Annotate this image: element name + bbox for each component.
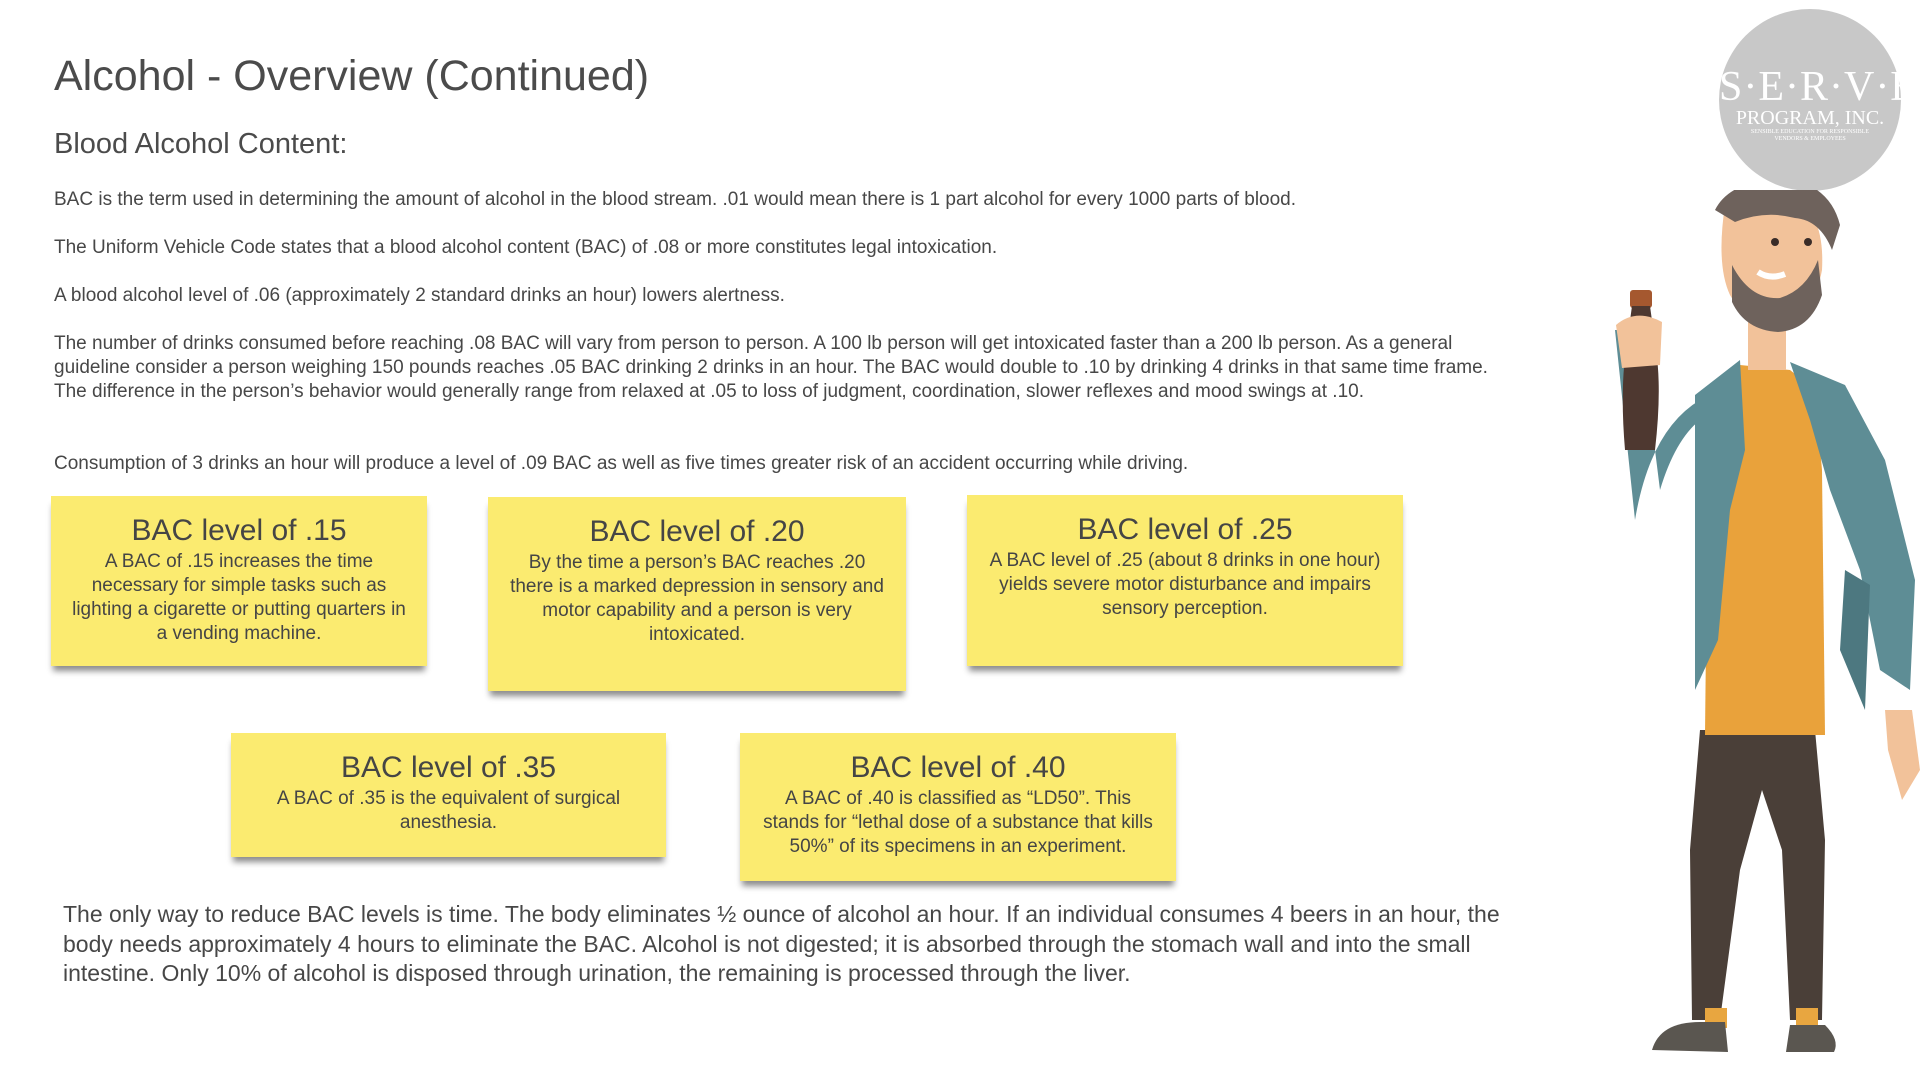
- sticky-note-bac-40: [740, 733, 1176, 881]
- paragraph-accident-risk: Consumption of 3 drinks an hour will produce a level of .09 BAC as well as five times greater risk of an accident occurring while driving.: [54, 453, 1189, 474]
- paragraph-alertness: A blood alcohol level of .06 (approximately 2 standard drinks an hour) lowers alertness.: [54, 285, 785, 306]
- sticky-note-bac-15: [51, 496, 427, 666]
- note-text: A BAC of .40 is classified as “LD50”. This stands for “lethal dose of a substance that kills 50%” of its specimens in an experiment.: [763, 788, 1153, 857]
- paragraph-legal-intoxication: The Uniform Vehicle Code states that a blood alcohol content (BAC) of .08 or more constitutes legal intoxication.: [54, 237, 998, 258]
- sticky-note-bac-20: [488, 497, 906, 691]
- slide-title: Alcohol - Overview (Continued): [54, 52, 650, 100]
- logo-tagline: SENSIBLE EDUCATION FOR RESPONSIBLE VENDORS & EMPLOYEES: [1750, 129, 1870, 142]
- note-text: A BAC of .15 increases the time necessary for simple tasks such as lighting a cigarette or putting quarters in a vending machine.: [72, 551, 406, 644]
- section-heading: Blood Alcohol Content:: [54, 128, 348, 160]
- logo-wordmark: S·E·R·V·E: [1719, 64, 1917, 110]
- note-title: BAC level of .40: [850, 751, 1066, 784]
- sticky-note-bac-35: [231, 733, 666, 857]
- paragraph-drinks-vary: The number of drinks consumed before reaching .08 BAC will vary from person to person. A 100 lb person will get intoxicated faster than a 200 lb person. As a general guideline consider a person weighing 150 pounds reaches .05 BAC drinking 2 drinks in an hour. The BAC would double to .10 by drinking 4 drinks in that same time frame. The difference in the person’s behavior would generally range from relaxed at .05 to loss of judgment, coordination, slower reflexes and mood swings at .10.: [54, 333, 1488, 402]
- note-title: BAC level of .15: [131, 514, 347, 547]
- note-text: By the time a person’s BAC reaches .20 there is a marked depression in sensory and motor capability and a person is very intoxicated.: [510, 552, 884, 645]
- closing-paragraph: The only way to reduce BAC levels is time. The body eliminates ½ ounce of alcohol an hour. If an individual consumes 4 beers in an hour, the body needs approximately 4 hours to eliminate the BAC. Alcohol is not digested; it is absorbed through the stomach wall and into the small intestine. Only 10% of alcohol is disposed through urination, the remaining is processed through the liver.: [63, 901, 1500, 986]
- note-title: BAC level of .35: [340, 751, 557, 784]
- note-text: A BAC of .35 is the equivalent of surgical anesthesia.: [276, 788, 621, 833]
- note-title: BAC level of .25: [1077, 513, 1293, 546]
- sticky-note-bac-25: [967, 495, 1403, 666]
- serve-program-logo: [1719, 9, 1917, 191]
- paragraph-bac-definition: BAC is the term used in determining the amount of alcohol in the blood stream. .01 would mean there is 1 part alcohol for every 1000 parts of blood.: [54, 189, 1297, 210]
- note-title: BAC level of .20: [589, 515, 805, 548]
- man-holding-bottle-illustration: [1540, 190, 1920, 1080]
- logo-company: PROGRAM, INC.: [1735, 107, 1885, 129]
- note-text: A BAC level of .25 (about 8 drinks in one hour) yields severe motor disturbance and impairs sensory perception.: [989, 550, 1381, 619]
